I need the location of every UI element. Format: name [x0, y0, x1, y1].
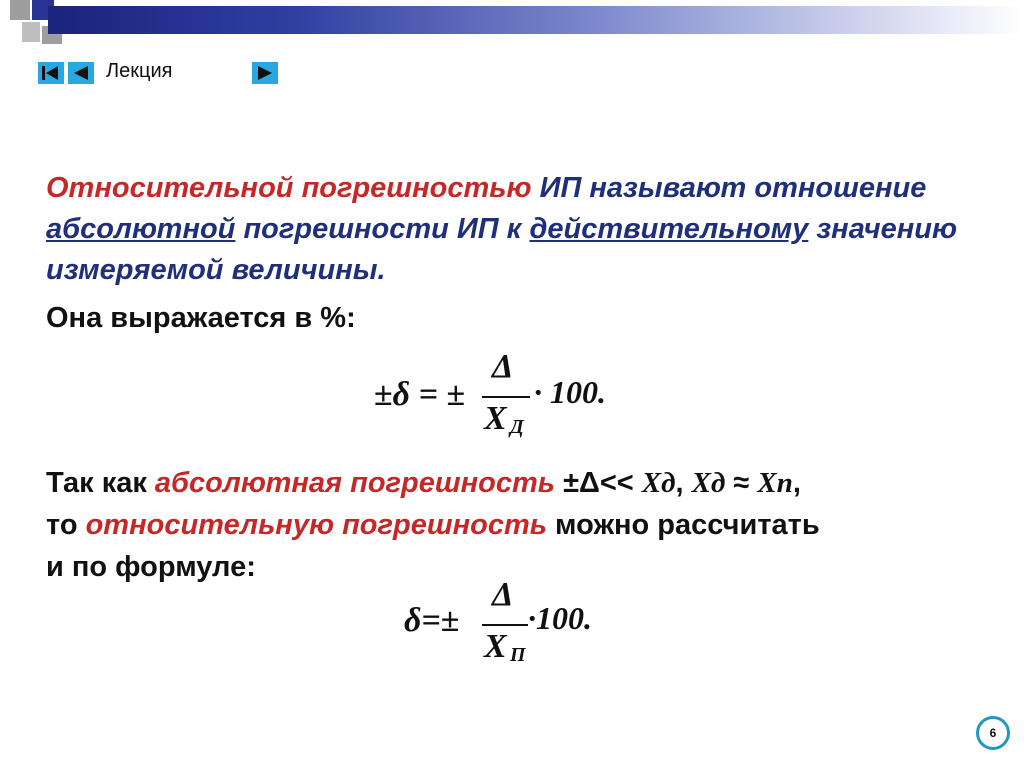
- formula1-denominator-sub: Д: [510, 416, 524, 438]
- approximation-line-2: [46, 504, 1006, 546]
- approximation-line-1: [46, 462, 1006, 504]
- symbol-xd-1: Хд: [641, 467, 676, 499]
- formula2-denominator: X: [484, 628, 507, 665]
- term-relative-error: Относительной погрешностью: [46, 172, 532, 204]
- header-gradient-bar: [48, 6, 1024, 34]
- formula-relative-error-real: [374, 348, 634, 448]
- definition-text-1: ИП называют отношение: [531, 172, 927, 204]
- definition-text-2: погрешности ИП к: [235, 213, 530, 245]
- first-slide-icon: [38, 62, 64, 84]
- term-relative-error-2: относительную погрешность: [85, 509, 547, 541]
- next-slide-button[interactable]: [252, 62, 278, 84]
- approximation-line-3: и по формуле:: [46, 551, 256, 583]
- formula2-tail: ·100.: [528, 600, 592, 636]
- approx-text-7: можно рассчитать: [547, 509, 820, 541]
- formula2-lhs: δ=±: [404, 602, 460, 639]
- approx-text-3: ,: [675, 467, 692, 499]
- approximation-paragraph: [46, 462, 1006, 588]
- symbol-xd-2: Хд: [691, 467, 726, 499]
- expressed-in-percent: Она выражается в %:: [46, 302, 356, 334]
- lecture-label: Лекция: [106, 60, 173, 82]
- formula1-fraction-bar: [482, 396, 530, 398]
- formula2-denominator-sub: П: [510, 644, 526, 666]
- approx-text-4: ≈: [725, 467, 758, 499]
- formula1-numerator: Δ: [492, 348, 514, 385]
- approx-text-1: Так как: [46, 467, 155, 499]
- approx-text-6: то: [46, 509, 86, 541]
- page-number-badge: 6: [976, 716, 1010, 750]
- header-square-lightgray: [22, 22, 40, 42]
- formula1-lhs: ±δ = ±: [374, 376, 466, 413]
- next-slide-icon: [252, 62, 278, 84]
- formula-relative-error-measured: [404, 576, 624, 676]
- approx-text-2: ±Δ<<: [555, 467, 642, 499]
- approx-text-5: ,: [792, 467, 801, 499]
- formula1-denominator: X: [484, 400, 507, 437]
- formula1-tail: · 100.: [534, 374, 606, 410]
- term-absolute: абсолютной: [46, 213, 236, 245]
- formula2-numerator: Δ: [492, 576, 514, 613]
- term-real: действительному: [529, 213, 809, 245]
- definition-text-3: значению измеряемой величины.: [46, 213, 958, 286]
- previous-slide-icon: [68, 62, 94, 84]
- header-square-gray: [10, 0, 30, 20]
- term-absolute-error: абсолютная погрешность: [154, 467, 556, 499]
- formula2-fraction-bar: [482, 624, 528, 626]
- symbol-xp: Хп: [757, 467, 793, 499]
- definition-paragraph: [46, 168, 986, 291]
- first-slide-button[interactable]: [38, 62, 64, 84]
- previous-slide-button[interactable]: [68, 62, 94, 84]
